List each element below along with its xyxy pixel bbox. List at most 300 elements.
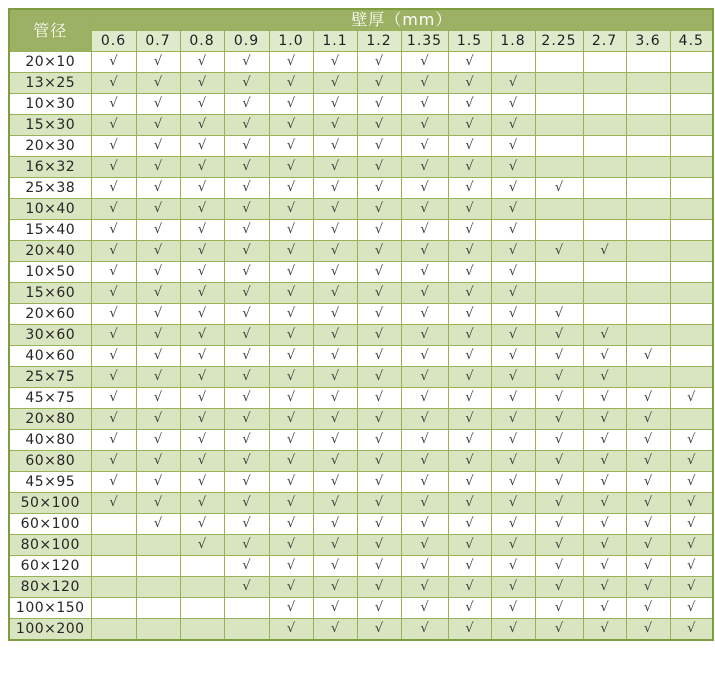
check-cell: √ — [626, 430, 670, 451]
check-cell: √ — [448, 136, 491, 157]
empty-cell — [626, 115, 670, 136]
check-cell: √ — [136, 472, 180, 493]
check-cell: √ — [269, 52, 313, 73]
check-cell: √ — [448, 514, 491, 535]
check-cell: √ — [224, 346, 269, 367]
check-cell: √ — [491, 304, 535, 325]
check-cell: √ — [357, 556, 401, 577]
thickness-column-header: 1.8 — [491, 31, 535, 52]
empty-cell — [535, 283, 583, 304]
empty-cell — [180, 556, 224, 577]
check-cell: √ — [535, 619, 583, 641]
check-cell: √ — [448, 115, 491, 136]
empty-cell — [583, 262, 626, 283]
table-row — [9, 325, 713, 346]
check-cell: √ — [224, 157, 269, 178]
empty-cell — [535, 220, 583, 241]
empty-cell — [626, 157, 670, 178]
empty-cell — [670, 94, 713, 115]
check-cell: √ — [670, 535, 713, 556]
check-cell: √ — [491, 262, 535, 283]
empty-cell — [583, 94, 626, 115]
empty-cell — [136, 619, 180, 641]
empty-cell — [491, 52, 535, 73]
empty-cell — [535, 157, 583, 178]
empty-cell — [626, 283, 670, 304]
check-cell: √ — [313, 199, 357, 220]
check-cell: √ — [401, 535, 448, 556]
empty-cell — [180, 577, 224, 598]
check-cell: √ — [448, 346, 491, 367]
check-cell: √ — [401, 199, 448, 220]
check-cell: √ — [535, 493, 583, 514]
check-cell: √ — [136, 220, 180, 241]
empty-cell — [626, 367, 670, 388]
check-cell: √ — [401, 409, 448, 430]
check-cell: √ — [269, 157, 313, 178]
check-cell: √ — [491, 535, 535, 556]
empty-cell — [136, 535, 180, 556]
check-cell: √ — [401, 577, 448, 598]
check-cell: √ — [491, 556, 535, 577]
check-cell: √ — [448, 199, 491, 220]
empty-cell — [670, 115, 713, 136]
check-cell: √ — [313, 136, 357, 157]
check-cell: √ — [136, 430, 180, 451]
check-cell: √ — [491, 388, 535, 409]
check-cell: √ — [626, 472, 670, 493]
check-cell: √ — [357, 577, 401, 598]
check-cell: √ — [491, 493, 535, 514]
check-cell: √ — [535, 577, 583, 598]
check-cell: √ — [491, 199, 535, 220]
empty-cell — [180, 598, 224, 619]
check-cell: √ — [313, 493, 357, 514]
pipe-size-cell: 30×60 — [9, 325, 91, 346]
check-cell: √ — [136, 73, 180, 94]
empty-cell — [626, 136, 670, 157]
check-cell: √ — [313, 52, 357, 73]
check-cell: √ — [269, 178, 313, 199]
check-cell: √ — [136, 493, 180, 514]
check-cell: √ — [136, 115, 180, 136]
check-cell: √ — [224, 493, 269, 514]
check-cell: √ — [313, 325, 357, 346]
check-cell: √ — [136, 136, 180, 157]
check-cell: √ — [583, 514, 626, 535]
check-cell: √ — [269, 388, 313, 409]
empty-cell — [626, 52, 670, 73]
check-cell: √ — [224, 241, 269, 262]
pipe-size-cell: 100×200 — [9, 619, 91, 641]
check-cell: √ — [583, 409, 626, 430]
check-cell: √ — [313, 409, 357, 430]
thickness-column-header: 1.1 — [313, 31, 357, 52]
empty-cell — [535, 262, 583, 283]
empty-cell — [535, 199, 583, 220]
check-cell: √ — [670, 577, 713, 598]
table-row — [9, 409, 713, 430]
empty-cell — [224, 619, 269, 641]
empty-cell — [583, 283, 626, 304]
empty-cell — [583, 157, 626, 178]
check-cell: √ — [535, 535, 583, 556]
table-row — [9, 535, 713, 556]
check-cell: √ — [626, 556, 670, 577]
check-cell: √ — [491, 157, 535, 178]
check-cell: √ — [670, 388, 713, 409]
empty-cell — [91, 577, 136, 598]
check-cell: √ — [269, 409, 313, 430]
empty-cell — [670, 304, 713, 325]
thickness-column-header: 0.9 — [224, 31, 269, 52]
check-cell: √ — [224, 220, 269, 241]
check-cell: √ — [269, 262, 313, 283]
check-cell: √ — [535, 514, 583, 535]
check-cell: √ — [91, 430, 136, 451]
check-cell: √ — [448, 325, 491, 346]
check-cell: √ — [313, 346, 357, 367]
check-cell: √ — [535, 178, 583, 199]
pipe-size-cell: 60×120 — [9, 556, 91, 577]
check-cell: √ — [535, 472, 583, 493]
check-cell: √ — [401, 388, 448, 409]
check-cell: √ — [269, 115, 313, 136]
check-cell: √ — [269, 283, 313, 304]
pipe-size-cell: 45×75 — [9, 388, 91, 409]
check-cell: √ — [583, 619, 626, 641]
check-cell: √ — [91, 94, 136, 115]
empty-cell — [583, 220, 626, 241]
check-cell: √ — [626, 346, 670, 367]
empty-cell — [626, 241, 670, 262]
check-cell: √ — [269, 73, 313, 94]
check-cell: √ — [357, 598, 401, 619]
check-cell: √ — [401, 115, 448, 136]
empty-cell — [583, 199, 626, 220]
check-cell: √ — [491, 136, 535, 157]
check-cell: √ — [583, 535, 626, 556]
table-row — [9, 115, 713, 136]
check-cell: √ — [535, 388, 583, 409]
empty-cell — [670, 283, 713, 304]
check-cell: √ — [670, 430, 713, 451]
check-cell: √ — [491, 472, 535, 493]
table-row — [9, 304, 713, 325]
check-cell: √ — [626, 409, 670, 430]
empty-cell — [670, 52, 713, 73]
table-row — [9, 430, 713, 451]
table-row — [9, 262, 713, 283]
check-cell: √ — [269, 619, 313, 641]
empty-cell — [136, 598, 180, 619]
check-cell: √ — [269, 220, 313, 241]
check-cell: √ — [448, 409, 491, 430]
check-cell: √ — [357, 346, 401, 367]
check-cell: √ — [91, 220, 136, 241]
table-row — [9, 556, 713, 577]
check-cell: √ — [269, 136, 313, 157]
check-cell: √ — [670, 514, 713, 535]
check-cell: √ — [401, 157, 448, 178]
header-row-thickness-values — [9, 31, 713, 52]
empty-cell — [535, 136, 583, 157]
group-header-wall-thickness: 壁厚（mm） — [91, 9, 713, 31]
check-cell: √ — [269, 451, 313, 472]
pipe-size-cell: 25×38 — [9, 178, 91, 199]
check-cell: √ — [535, 430, 583, 451]
check-cell: √ — [180, 325, 224, 346]
check-cell: √ — [448, 493, 491, 514]
check-cell: √ — [136, 346, 180, 367]
check-cell: √ — [357, 115, 401, 136]
check-cell: √ — [491, 283, 535, 304]
check-cell: √ — [136, 304, 180, 325]
check-cell: √ — [448, 262, 491, 283]
check-cell: √ — [448, 556, 491, 577]
check-cell: √ — [357, 535, 401, 556]
check-cell: √ — [91, 283, 136, 304]
check-cell: √ — [313, 535, 357, 556]
check-cell: √ — [224, 94, 269, 115]
empty-cell — [136, 577, 180, 598]
check-cell: √ — [224, 325, 269, 346]
check-cell: √ — [313, 619, 357, 641]
check-cell: √ — [224, 136, 269, 157]
check-cell: √ — [224, 451, 269, 472]
check-cell: √ — [180, 451, 224, 472]
empty-cell — [180, 619, 224, 641]
check-cell: √ — [180, 94, 224, 115]
check-cell: √ — [448, 472, 491, 493]
pipe-size-cell: 60×80 — [9, 451, 91, 472]
check-cell: √ — [269, 577, 313, 598]
pipe-size-cell: 10×40 — [9, 199, 91, 220]
check-cell: √ — [91, 325, 136, 346]
empty-cell — [535, 94, 583, 115]
check-cell: √ — [136, 367, 180, 388]
check-cell: √ — [626, 451, 670, 472]
check-cell: √ — [269, 346, 313, 367]
check-cell: √ — [357, 73, 401, 94]
empty-cell — [626, 94, 670, 115]
empty-cell — [626, 220, 670, 241]
check-cell: √ — [313, 388, 357, 409]
check-cell: √ — [357, 493, 401, 514]
check-cell: √ — [583, 430, 626, 451]
check-cell: √ — [583, 556, 626, 577]
check-cell: √ — [269, 430, 313, 451]
check-cell: √ — [535, 241, 583, 262]
table-row — [9, 220, 713, 241]
empty-cell — [136, 556, 180, 577]
pipe-size-cell: 15×40 — [9, 220, 91, 241]
check-cell: √ — [448, 619, 491, 641]
check-cell: √ — [448, 283, 491, 304]
check-cell: √ — [401, 262, 448, 283]
check-cell: √ — [269, 472, 313, 493]
check-cell: √ — [448, 94, 491, 115]
check-cell: √ — [401, 73, 448, 94]
table-row — [9, 388, 713, 409]
check-cell: √ — [401, 430, 448, 451]
check-cell: √ — [224, 52, 269, 73]
check-cell: √ — [91, 178, 136, 199]
check-cell: √ — [448, 304, 491, 325]
thickness-column-header: 4.5 — [670, 31, 713, 52]
check-cell: √ — [224, 304, 269, 325]
pipe-size-cell: 10×30 — [9, 94, 91, 115]
check-cell: √ — [357, 178, 401, 199]
check-cell: √ — [91, 262, 136, 283]
check-cell: √ — [357, 283, 401, 304]
check-cell: √ — [401, 325, 448, 346]
empty-cell — [626, 325, 670, 346]
check-cell: √ — [357, 262, 401, 283]
empty-cell — [91, 598, 136, 619]
check-cell: √ — [357, 52, 401, 73]
table-row — [9, 346, 713, 367]
check-cell: √ — [583, 388, 626, 409]
check-cell: √ — [313, 94, 357, 115]
check-cell: √ — [535, 346, 583, 367]
check-cell: √ — [136, 451, 180, 472]
empty-cell — [670, 199, 713, 220]
check-cell: √ — [91, 367, 136, 388]
check-cell: √ — [313, 220, 357, 241]
check-cell: √ — [401, 556, 448, 577]
check-cell: √ — [583, 367, 626, 388]
check-cell: √ — [136, 52, 180, 73]
check-cell: √ — [180, 388, 224, 409]
check-cell: √ — [180, 73, 224, 94]
check-cell: √ — [180, 514, 224, 535]
check-cell: √ — [491, 346, 535, 367]
empty-cell — [670, 73, 713, 94]
check-cell: √ — [91, 52, 136, 73]
check-cell: √ — [269, 94, 313, 115]
check-cell: √ — [491, 577, 535, 598]
check-cell: √ — [180, 220, 224, 241]
check-cell: √ — [401, 472, 448, 493]
pipe-size-cell: 40×80 — [9, 430, 91, 451]
corner-header-pipe-diameter: 管径 — [9, 9, 91, 52]
check-cell: √ — [357, 304, 401, 325]
check-cell: √ — [180, 430, 224, 451]
check-cell: √ — [269, 556, 313, 577]
check-cell: √ — [269, 325, 313, 346]
check-cell: √ — [313, 73, 357, 94]
check-cell: √ — [357, 157, 401, 178]
table-row — [9, 178, 713, 199]
check-cell: √ — [313, 262, 357, 283]
check-cell: √ — [224, 409, 269, 430]
pipe-size-cell: 20×10 — [9, 52, 91, 73]
thickness-column-header: 1.35 — [401, 31, 448, 52]
check-cell: √ — [670, 472, 713, 493]
check-cell: √ — [313, 157, 357, 178]
check-cell: √ — [136, 262, 180, 283]
empty-cell — [583, 304, 626, 325]
check-cell: √ — [313, 577, 357, 598]
check-cell: √ — [357, 409, 401, 430]
check-cell: √ — [313, 472, 357, 493]
empty-cell — [91, 535, 136, 556]
empty-cell — [91, 619, 136, 641]
check-cell: √ — [91, 388, 136, 409]
check-cell: √ — [583, 346, 626, 367]
thickness-column-header: 1.5 — [448, 31, 491, 52]
check-cell: √ — [357, 241, 401, 262]
check-cell: √ — [357, 199, 401, 220]
empty-cell — [626, 178, 670, 199]
check-cell: √ — [224, 472, 269, 493]
check-cell: √ — [180, 283, 224, 304]
check-cell: √ — [448, 430, 491, 451]
check-cell: √ — [626, 493, 670, 514]
pipe-size-cell: 25×75 — [9, 367, 91, 388]
check-cell: √ — [401, 178, 448, 199]
check-cell: √ — [91, 409, 136, 430]
table-row — [9, 283, 713, 304]
check-cell: √ — [91, 241, 136, 262]
check-cell: √ — [535, 451, 583, 472]
table-row — [9, 94, 713, 115]
empty-cell — [626, 304, 670, 325]
pipe-size-cell: 13×25 — [9, 73, 91, 94]
check-cell: √ — [670, 598, 713, 619]
table-row — [9, 493, 713, 514]
check-cell: √ — [313, 178, 357, 199]
check-cell: √ — [670, 619, 713, 641]
check-cell: √ — [180, 409, 224, 430]
empty-cell — [670, 325, 713, 346]
check-cell: √ — [491, 325, 535, 346]
check-cell: √ — [313, 598, 357, 619]
pipe-size-cell: 16×32 — [9, 157, 91, 178]
pipe-size-cell: 20×40 — [9, 241, 91, 262]
check-cell: √ — [491, 241, 535, 262]
pipe-size-cell: 80×120 — [9, 577, 91, 598]
empty-cell — [583, 73, 626, 94]
check-cell: √ — [224, 577, 269, 598]
table-row — [9, 136, 713, 157]
check-cell: √ — [224, 199, 269, 220]
table-row — [9, 514, 713, 535]
check-cell: √ — [491, 430, 535, 451]
check-cell: √ — [491, 115, 535, 136]
table-row — [9, 619, 713, 641]
check-cell: √ — [313, 556, 357, 577]
check-cell: √ — [269, 199, 313, 220]
pipe-size-cell: 15×60 — [9, 283, 91, 304]
check-cell: √ — [180, 472, 224, 493]
pipe-size-cell: 20×80 — [9, 409, 91, 430]
pipe-size-cell: 100×150 — [9, 598, 91, 619]
check-cell: √ — [136, 388, 180, 409]
check-cell: √ — [401, 346, 448, 367]
check-cell: √ — [180, 157, 224, 178]
check-cell: √ — [448, 451, 491, 472]
check-cell: √ — [448, 241, 491, 262]
check-cell: √ — [269, 493, 313, 514]
empty-cell — [670, 346, 713, 367]
check-cell: √ — [491, 619, 535, 641]
check-cell: √ — [401, 451, 448, 472]
check-cell: √ — [535, 556, 583, 577]
check-cell: √ — [180, 304, 224, 325]
check-cell: √ — [583, 472, 626, 493]
